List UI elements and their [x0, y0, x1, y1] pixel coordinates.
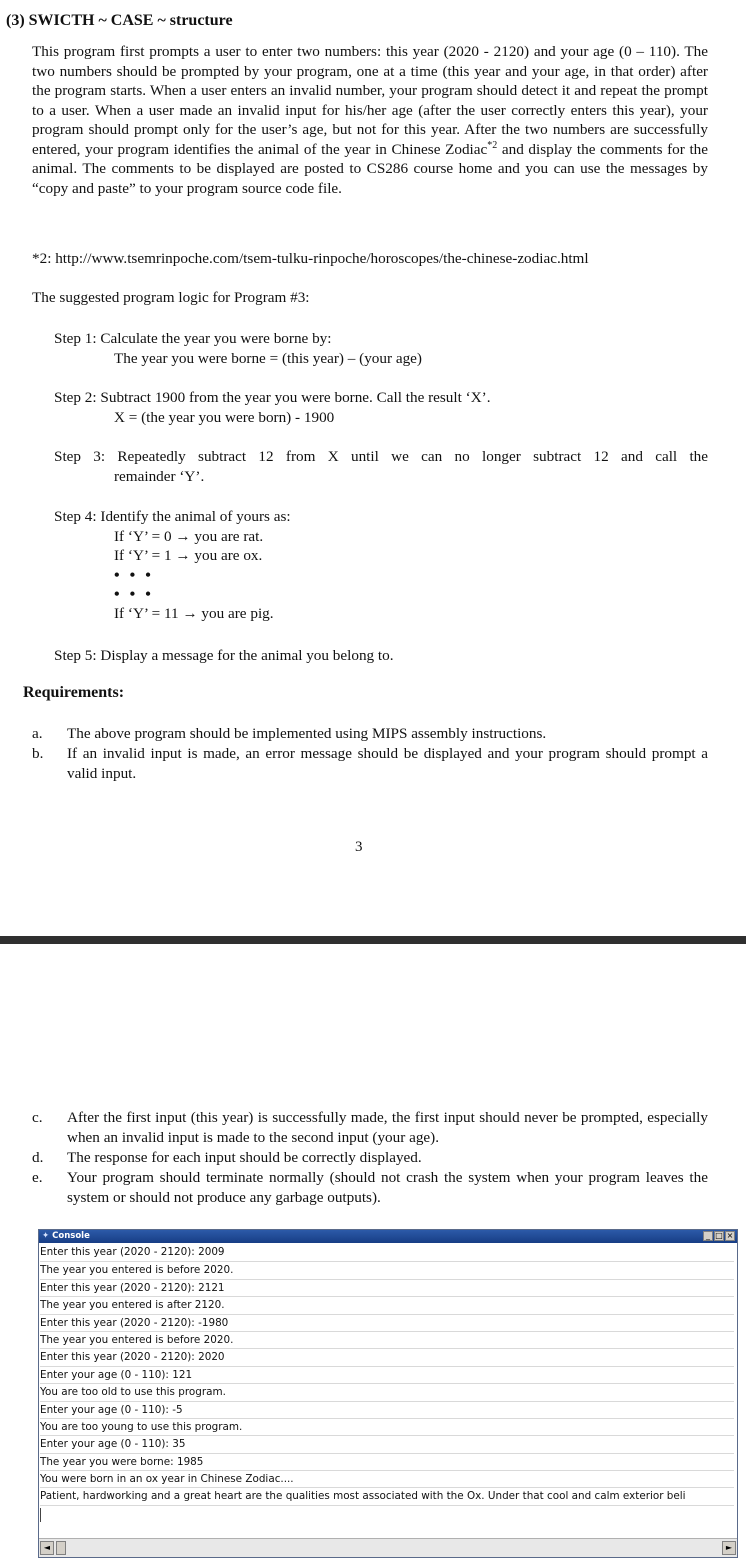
intro-text: This program first prompts a user to enter two numbers: this year (2020 - 2120) and your age (0 – 110). The two numbers should be prompted by your program, one at a time (this year and your age, in that order) after the program starts. When a user enters an invalid number, your program should detect it and repeat the prompt to a user. When a user made an invalid input for his/her age (after the user correctly enters this year), your program should prompt only for the user’s age, but not for this year. After the two numbers are successfully entered, your program identifies the animal of the year in Chinese Zodiac	[32, 43, 708, 158]
requirement-text: If an invalid input is made, an error message should be displayed and your program should prompt a valid input.	[67, 745, 708, 782]
console-titlebar[interactable]	[39, 1230, 737, 1243]
maximize-button[interactable]: □	[715, 1231, 723, 1240]
console-line: The year you entered is after 2120.	[40, 1296, 734, 1313]
console-icon: ✦	[42, 1231, 50, 1241]
step-1-detail: The year you were borne = (this year) – (your age)	[114, 349, 422, 367]
requirement-e	[32, 1168, 708, 1208]
requirement-b	[32, 744, 708, 784]
console-line: The year you entered is before 2020.	[40, 1331, 734, 1348]
requirement-label: a.	[32, 725, 43, 742]
step-1-label: Step 1: Calculate the year you were borne by:	[54, 330, 332, 347]
suggested-logic-heading: The suggested program logic for Program #3:	[32, 289, 310, 306]
step-4-label: Step 4: Identify the animal of yours as:	[54, 508, 291, 525]
requirement-label: c.	[32, 1109, 43, 1126]
console-title: Console	[52, 1231, 90, 1241]
console-line: You are too old to use this program.	[40, 1383, 734, 1400]
footnote-url: *2: http://www.tsemrinpoche.com/tsem-tulku-rinpoche/horoscopes/the-chinese-zodiac.html	[32, 250, 589, 267]
requirement-text: The response for each input should be correctly displayed.	[67, 1149, 422, 1166]
step-3-label: Step 3: Repeatedly subtract 12 from X until we can no longer subtract 12 and call the	[54, 448, 708, 465]
console-output[interactable]	[40, 1244, 734, 1536]
step-3-detail: remainder ‘Y’.	[114, 467, 205, 485]
step-4-ellipsis: • • •	[114, 566, 154, 584]
section-title: (3) SWICTH ~ CASE ~ structure	[6, 12, 233, 29]
scrollbar-thumb[interactable]	[56, 1541, 66, 1555]
console-line: Enter this year (2020 - 2120): 2009	[40, 1246, 225, 1258]
console-line: Enter this year (2020 - 2120): -1980	[40, 1314, 734, 1331]
text-cursor	[40, 1508, 41, 1522]
page-number: 3	[355, 839, 363, 855]
console-line: Enter your age (0 - 110): 35	[40, 1435, 734, 1452]
requirement-label: b.	[32, 745, 44, 762]
console-window	[38, 1229, 738, 1558]
step-3	[54, 447, 708, 486]
step-1	[54, 329, 422, 368]
console-line: The year you were borne: 1985	[40, 1453, 734, 1470]
console-line: The year you entered is before 2020.	[40, 1261, 734, 1278]
step-4-case-pig: If ‘Y’ = 11 → you are pig.	[114, 604, 274, 622]
minimize-button[interactable]: _	[703, 1231, 713, 1241]
console-line: You are too young to use this program.	[40, 1418, 734, 1435]
requirement-a	[32, 724, 708, 744]
requirements-title: Requirements:	[23, 684, 125, 701]
requirement-label: d.	[32, 1149, 44, 1166]
requirement-d	[32, 1148, 708, 1168]
requirement-text: The above program should be implemented using MIPS assembly instructions.	[67, 725, 547, 742]
step-2-label: Step 2: Subtract 1900 from the year you were borne. Call the result ‘X’.	[54, 389, 491, 406]
scroll-left-arrow-icon[interactable]: ◄	[40, 1541, 54, 1555]
page-break-divider	[0, 936, 746, 944]
step-4-ellipsis: • • •	[114, 585, 154, 603]
close-button[interactable]: ×	[726, 1231, 734, 1240]
step-4-case-rat: If ‘Y’ = 0 → you are rat.	[114, 527, 264, 545]
console-line: Enter your age (0 - 110): 121	[40, 1366, 734, 1383]
step-2	[54, 388, 491, 427]
console-line: You were born in an ox year in Chinese Zodiac....	[40, 1470, 734, 1487]
console-line: Enter this year (2020 - 2120): 2121	[40, 1279, 734, 1296]
window-controls	[703, 1231, 735, 1241]
step-5	[54, 646, 394, 666]
step-5-label: Step 5: Display a message for the animal you belong to.	[54, 647, 394, 664]
console-line: Enter this year (2020 - 2120): 2020	[40, 1348, 734, 1365]
console-line: Patient, hardworking and a great heart are the qualities most associated with the Ox. Under that cool and calm exterior beli	[40, 1487, 734, 1504]
console-input-line[interactable]	[40, 1505, 734, 1522]
horizontal-scrollbar[interactable]	[39, 1538, 737, 1557]
scroll-right-arrow-icon[interactable]: ►	[722, 1541, 736, 1555]
footnote-ref: *2	[487, 139, 498, 151]
requirement-label: e.	[32, 1169, 43, 1186]
step-4	[54, 507, 291, 623]
step-4-case-ox: If ‘Y’ = 1 → you are ox.	[114, 547, 263, 564]
requirement-text: After the first input (this year) is successfully made, the first input should never be prompted, especially when an invalid input is made to the second input (your age).	[67, 1109, 708, 1146]
console-caption	[42, 1230, 90, 1243]
requirement-c	[32, 1108, 708, 1148]
requirement-text: Your program should terminate normally (should not crash the system when your program leaves the system or should not produce any garbage outputs).	[67, 1169, 708, 1206]
console-line: Enter your age (0 - 110): -5	[40, 1401, 734, 1418]
step-2-detail: X = (the year you were born) - 1900	[114, 408, 335, 426]
intro-text-end: and display the comments for the animal. The comments to be displayed are posted to CS286 course home and you can use the messages by “copy and paste” to your program source code file.	[32, 140, 708, 197]
intro-paragraph	[32, 42, 708, 198]
